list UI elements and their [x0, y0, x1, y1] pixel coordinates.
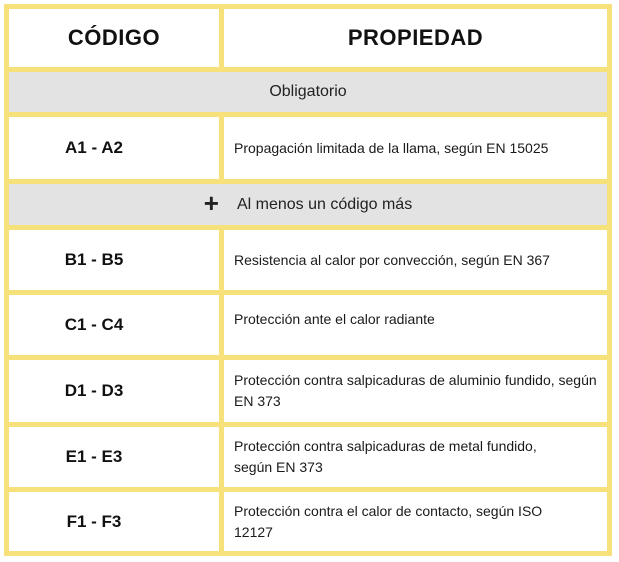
plus-icon: + — [203, 188, 219, 218]
code-cell: F1 - F3 — [9, 492, 219, 551]
code-property-table — [4, 4, 612, 556]
property-cell: Resistencia al calor por convección, según EN 367 — [224, 230, 607, 290]
mandatory-label: Obligatorio — [269, 83, 347, 100]
code-cell: A1 - A2 — [9, 117, 219, 179]
property-cell: Protección contra salpicaduras de aluminio fundido, según EN 373 — [224, 360, 607, 422]
property-cell: Protección ante el calor radiante — [224, 295, 607, 355]
header-property: PROPIEDAD — [224, 9, 607, 67]
additional-label: Al menos un código más — [236, 195, 413, 213]
mandatory-band — [9, 72, 607, 112]
additional-band — [9, 184, 607, 225]
code-cell: D1 - D3 — [9, 360, 219, 422]
property-cell: Propagación limitada de la llama, según EN 15025 — [224, 117, 607, 179]
code-cell: C1 - C4 — [9, 295, 219, 355]
code-cell: E1 - E3 — [9, 427, 219, 487]
property-cell: Protección contra el calor de contacto, según ISO 12127 — [224, 492, 607, 551]
code-cell: B1 - B5 — [9, 230, 219, 290]
header-code: CÓDIGO — [9, 9, 219, 67]
property-cell: Protección contra salpicaduras de metal fundido, según EN 373 — [224, 427, 607, 487]
